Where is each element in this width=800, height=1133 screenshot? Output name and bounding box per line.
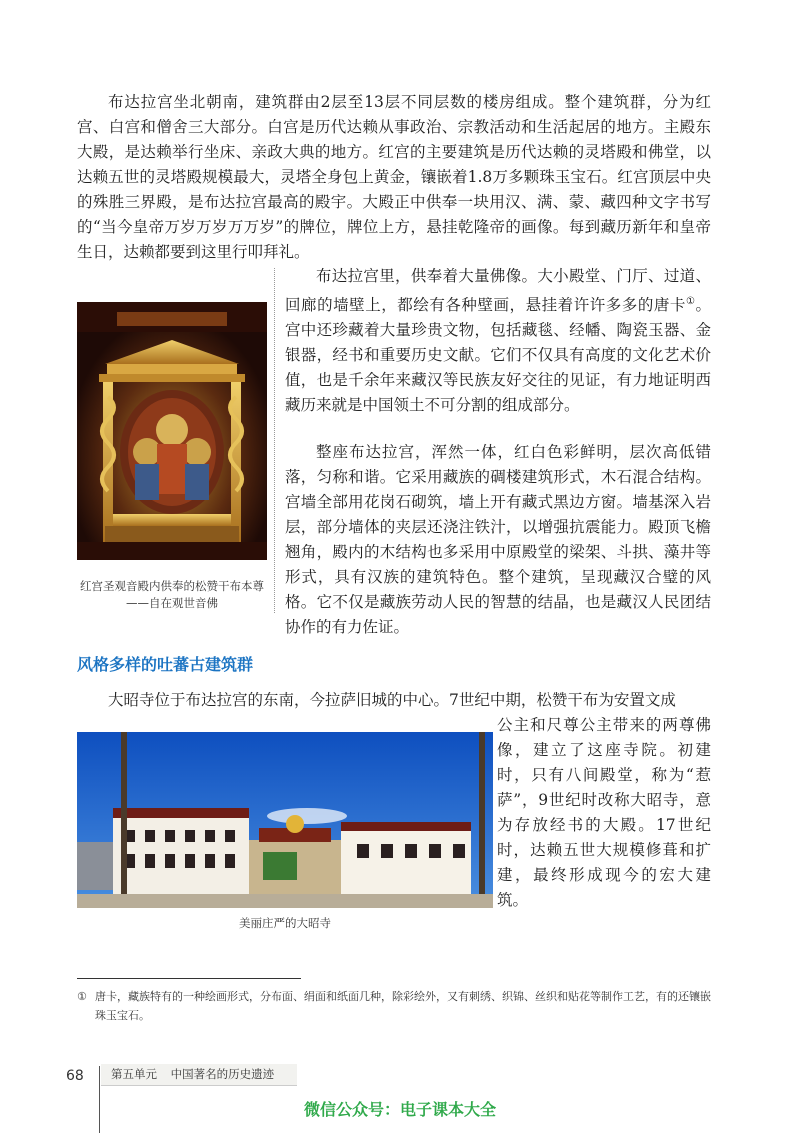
column-divider [274,268,275,613]
unit-label: 第五单元 [111,1067,157,1081]
section-title: 风格多样的吐蕃古建筑群 [77,655,254,674]
page-number: 68 [66,1068,84,1084]
paragraph-jokhang-history: 公主和尺尊公主带来的两尊佛像，建立了这座寺院。初建时，只有八间殿堂，称为“惹萨”，9世纪时改称大昭寺，意为存放经书的大殿。17世纪时，达赖五世大规模修葺和扩建，最终形成现今的宏大建筑。 [497,716,711,909]
footnote-mark: ① [77,990,87,1003]
watermark: 微信公众号：电子课本大全 [303,1100,496,1119]
shrine-photo [77,302,267,560]
footnote-text: 唐卡，藏族特有的一种绘画形式，分布面、绢面和纸面几种，除彩绘外，又有刺绣、织锦、丝织和贴花等制作工艺，有的还镶嵌珠玉宝石。 [95,990,711,1022]
shrine-illustration [77,302,267,560]
temple-illustration [77,732,493,908]
paragraph-potala-treasures [285,264,711,418]
paragraph-jokhang-intro: 大昭寺位于布达拉宫的东南，今拉萨旧城的中心。7世纪中期，松赞干布为安置文成 [108,691,676,709]
running-footer [101,1064,297,1086]
jokhang-temple-photo [77,732,493,908]
unit-title: 中国著名的历史遗迹 [170,1067,275,1081]
footnote-reference: ① [685,296,696,307]
shrine-photo-caption: 红宫圣观音殿内供奉的松赞干布本尊——自在观世音佛 [80,579,264,610]
paragraph-text: 布达拉宫里，供奉着大量佛像。大小殿堂、门厅、过道、回廊的墙壁上，都绘有各种壁画，悬挂着许许多多的唐卡 [285,267,711,315]
paragraph-potala-layout: 布达拉宫坐北朝南，建筑群由2层至13层不同层数的楼房组成。整个建筑群，分为红宫、白宫和僧舍三大部分。白宫是历代达赖从事政治、宗教活动和生活起居的地方。主殿东大殿，是达赖举行坐床、亲政大典的地方。红宫的主要建筑是历代达赖的灵塔殿和佛堂，以达赖五世的灵塔殿规模最大，灵塔全身包上黄金，镶嵌着1.8万多颗珠玉宝石。红宫顶层中央的殊胜三界殿，是布达拉宫最高的殿宇。大殿正中供奉一块用汉、满、蒙、藏四种文字书写的“当今皇帝万岁万岁万万岁”的牌位，牌位上方，悬挂乾隆帝的画像。每到藏历新年和皇帝生日，达赖都要到这里行叩拜礼。 [77,93,711,261]
jokhang-photo-caption: 美丽庄严的大昭寺 [239,916,331,930]
paragraph-potala-architecture: 整座布达拉宫，浑然一体，红白色彩鲜明，层次高低错落，匀称和谐。它采用藏族的碉楼建筑形式，木石混合结构。宫墙全部用花岗石砌筑，墙上开有藏式黑边方窗。墙基深入岩层，部分墙体的夹层还浇注铁汁，以增强抗震能力。殿顶飞檐翘角，殿内的木结构也多采用中原殿堂的梁架、斗拱、藻井等形式，具有汉族的建筑特色。整个建筑，呈现藏汉合璧的风格。它不仅是藏族劳动人民的智慧的结晶，也是藏汉人民团结协作的有力佐证。 [285,443,711,636]
paragraph-text: 。宫中还珍藏着大量珍贵文物，包括藏毯、经幡、陶瓷玉器、金银器，经书和重要历史文献。它们不仅具有高度的文化艺术价值，也是千余年来藏汉等民族友好交往的见证，有力地证明西藏历来就是中国领土不可分割的组成部分。 [285,296,711,415]
footnote-divider [77,978,301,979]
